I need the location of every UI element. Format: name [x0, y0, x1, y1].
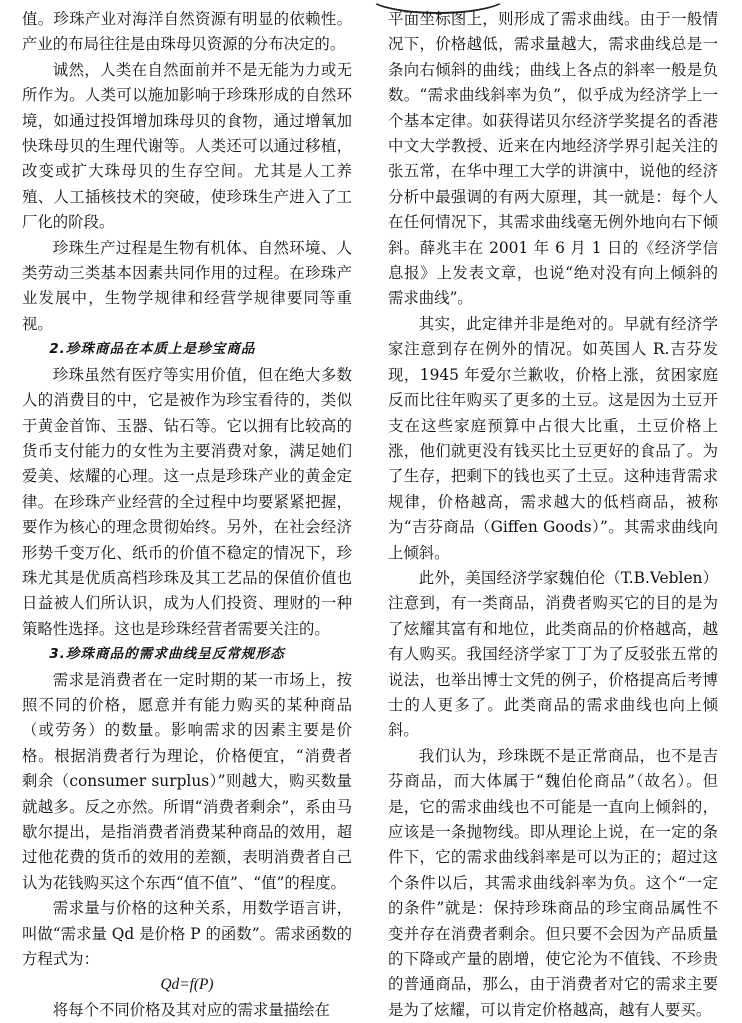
- paragraph: 其实，此定律并非是绝对的。早就有经济学家注意到存在例外的情况。如英国人 R.吉芬发现，1945 年爱尔兰歉收，价格上涨，贫困家庭反而比往年购买了更多的土豆。这是因为土豆开支在这些家庭预算中占很大比重，土豆价格上涨，他们就更没有钱买比土豆更好的食品了。为了生存，把剩下的钱也买了土豆。这种违背需求规律，价格越高，需求越大的低档商品，被称为“吉芬商品（Giffen Goods）”。其需求曲线向上倾斜。: [388, 314, 718, 562]
- paragraph: 此外，美国经济学家魏伯伦（T.B.Veblen）注意到，有一类商品，消费者购买它的目的是为了炫耀其富有和地位，此类商品的价格越高，越有人购买。我国经济学家丁丁为了反驳张五常的说法，也举出博士文凭的例子，价格提高后考博士的人更多了。此类商品的需求曲线也向上倾斜。: [388, 568, 718, 740]
- paragraph: 珍珠虽然有医疗等实用价值，但在绝大多数人的消费目的中，它是被作为珍宝看待的，类似于黄金首饰、玉器、钻石等。它以拥有比较高的货币支付能力的女性为主要消费对象，满足她们爱美、炫耀的心理。这一点是珍珠产业的黄金定律。在珍珠产业经营的全过程中均要紧紧把握，要作为核心的理念贯彻始终。另外，在社会经济形势千变万化、纸币的价值不稳定的情况下，珍珠尤其是优质高档珍珠及其工艺品的保值价值也日益被人们所认识，成为人们投资、理财的一种策略性选择。这也是珍珠经营者需要关注的。: [22, 365, 352, 638]
- paragraph: 将每个不同价格及其对应的需求量描绘在: [52, 1000, 330, 1019]
- paragraph-continued: 平面坐标图上，则形成了需求曲线。由于一般情况下，价格越低，需求量越大，需求曲线总是一条向右倾斜的曲线；曲线上各点的斜率一般是负数。“需求曲线斜率为负”，似乎成为经济学上一个基本定律。如获得诺贝尔经济学奖提名的香港中文大学教授、近来在内地经济学界引起关注的张五常，在华中理工大学的讲演中，说他的经济分析中最强调的有两大原理，其一就是：每个人在任何情况下，其需求曲线毫无例外地向右下倾斜。薛兆丰在 2001 年 6 月 1 日的《经济学信息报》上发表文章，也说“绝对没有向上倾斜的需求曲线”。: [388, 10, 718, 308]
- section-heading: 2.珍珠商品在本质上是珍宝商品: [49, 341, 256, 358]
- paragraph: 我们认为，珍珠既不是正常商品，也不是吉芬商品，而大体属于“魏伯伦商品”（故名）。但是，它的需求曲线也不可能是一直向上倾斜的，应该是一条抛物线。即从理论上说，在一定的条件下，它的需求曲线斜率是可以为正的；超过这个条件以后，其需求曲线斜率为负。这个“一定的条件”就是：保持珍珠商品的珍宝商品属性不变并存在消费者剩余。但只要不会因为产品质量的下降或产量的剧增，使它沦为不值钱、不珍贵的普通商品，那么，由于消费者对它的需求主要是为了炫耀，可以肯定价格越高，越有人要买。: [388, 746, 718, 1019]
- paragraph: 需求量与价格的这种关系，用数学语言讲，叫做“需求量 Qd 是价格 P 的函数”。需求函数的方程式为：: [22, 899, 352, 969]
- demand-function-formula: Qd=f(P): [160, 976, 214, 994]
- right-text-column: [388, 7, 718, 1023]
- paragraph-continued: 值。珍珠产业对海洋自然资源有明显的依赖性。产业的布局往往是由珠母贝资源的分布决定的。: [22, 10, 352, 54]
- left-text-column: [22, 7, 352, 1023]
- section-heading: 3.珍珠商品的需求曲线呈反常规形态: [49, 646, 285, 663]
- paragraph: 诚然，人类在自然面前并不是无能为力或无所作为。人类可以施加影响于珍珠形成的自然环境，如通过投饵增加珠母贝的食物，通过增氧加快珠母贝的生理代谢等。人类还可以通过移植，改变或扩大珠母贝的生存空间。尤其是人工养殖、人工插核技术的突破，使珍珠生产进入了工厂化的阶段。: [22, 60, 352, 232]
- paragraph: 需求是消费者在一定时期的某一市场上，按照不同的价格，愿意并有能力购买的某种商品（或劳务）的数量。影响需求的因素主要是价格。根据消费者行为理论，价格便宜，“消费者剩余（consumer surplus）”则越大，购买数量就越多。反之亦然。所谓“消费者剩余”，系由马歇尔提出，是指消费者消费某种商品的效用，超过他花费的货币的效用的差额，表明消费者自己认为花钱购买这个东西“值不值”、“值”的程度。: [22, 670, 352, 892]
- paragraph: 珍珠生产过程是生物有机体、自然环境、人类劳动三类基本因素共同作用的过程。在珍珠产业发展中，生物学规律和经营学规律要同等重视。: [22, 238, 352, 333]
